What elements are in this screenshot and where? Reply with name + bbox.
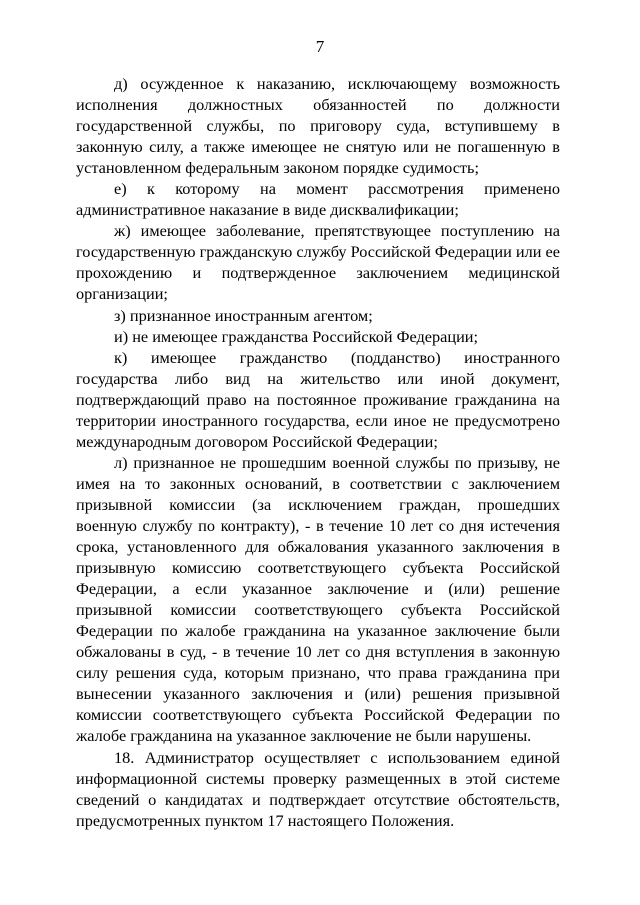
paragraph-item-k: к) имеющее гражданство (подданство) иностранного государства либо вид на жительство или иной документ, подтверждающий право на постоянное проживание гражданина на территории иностранного государства, если иное не предусмотрено международным договором Российской Федерации;: [76, 347, 560, 451]
paragraph-item-zh: ж) имеющее заболевание, препятствующее поступлению на государственную гражданскую службу Российской Федерации или ее прохождению и подтвержденное заключением медицинской организации;: [76, 221, 560, 304]
document-body: [76, 73, 560, 831]
paragraph-item-l: л) признанное не прошедшим военной службы по призыву, не имея на то законных оснований, в соответствии с заключением призывной комиссии (за исключением граждан, прошедших военную службу по контракту), - в течение 10 лет со дня истечения срока, установленного для обжалования указанного заключения в призывную комиссию соответствующего субъекта Российской Федерации, а если указанное заключение и (или) решение призывной комиссии соответствующего субъекта Российской Федерации по жалобе гражданина на указанное заключение были обжалованы в суд, - в течение 10 лет со дня вступления в законную силу решения суда, которым признано, что права гражданина при вынесении указанного заключения и (или) решения призывной комиссии соответствующего субъекта Российской Федерации по жалобе гражданина на указанное заключение не были нарушены.: [76, 452, 560, 746]
page-number: 7: [315, 37, 325, 56]
paragraph-18: 18. Администратор осуществляет с использованием единой информационной системы проверку размещенных в этой системе сведений о кандидатах и подтверждает отсутствие обстоятельств, предусмотренных пунктом 17 настоящего Положения.: [76, 747, 560, 830]
paragraph-item-d: д) осужденное к наказанию, исключающему возможность исполнения должностных обязанностей по должности государственной службы, по приговору суда, вступившему в законную силу, а также имеющее не снятую или не погашенную в установленном федеральным законом порядке судимость;: [76, 74, 560, 178]
paragraph-item-i: и) не имеющее гражданства Российской Федерации;: [114, 326, 479, 346]
paragraph-item-e: е) к которому на момент рассмотрения применено административное наказание в виде дисквалификации;: [76, 179, 560, 220]
paragraph-item-z: з) признанное иностранным агентом;: [114, 305, 373, 325]
